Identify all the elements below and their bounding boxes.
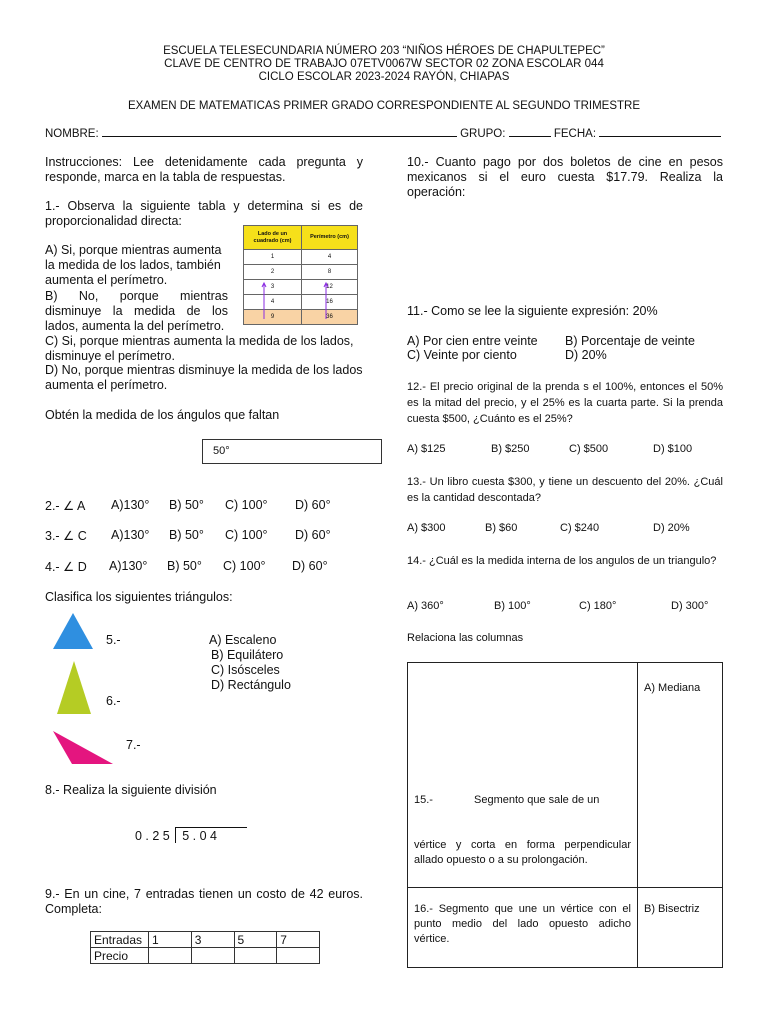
fecha-field[interactable] <box>599 126 721 137</box>
q2-option-a: A)130° <box>111 498 150 512</box>
q16-text: 16.- Segmento que une un vértice con el punto medio del lado opuesto adicho vértice. <box>414 903 631 945</box>
q3-option-b: B) 50° <box>169 528 204 542</box>
precio-cell[interactable] <box>277 948 320 964</box>
table-cell: 36 <box>302 310 358 325</box>
triangle-scalene-icon <box>52 730 114 766</box>
q1-option-c: C) Si, porque mientras aumenta la medida de los lados, disminuye el perímetro. <box>45 334 354 363</box>
q2-option-b: B) 50° <box>169 498 204 512</box>
table-cell: 16 <box>302 295 358 310</box>
q12-options <box>407 443 723 457</box>
q9-table <box>90 931 320 964</box>
table-cell: 4 <box>302 250 358 265</box>
q13-option-d: D) 20% <box>653 522 690 534</box>
angle-value: 50° <box>213 445 230 457</box>
relate-table <box>407 662 723 968</box>
q15-segment: Segmento que sale de un <box>474 794 600 806</box>
tri-option-c: C) Isósceles <box>211 663 280 677</box>
precio-cell[interactable] <box>234 948 277 964</box>
q14-option-b: B) 100° <box>494 600 531 612</box>
q11-text: 11.- Como se lee la siguiente expresión: 20% <box>407 304 658 318</box>
arrow-perimeter-icon <box>323 281 329 321</box>
table-cell: 9 <box>244 310 302 325</box>
q9-text: 9.- En un cine, 7 entradas tienen un costo de 42 euros. Completa: <box>45 887 363 916</box>
q12-option-a: A) $125 <box>407 443 446 455</box>
angle-figure-box <box>202 439 382 464</box>
nombre-label: NOMBRE: <box>45 128 99 140</box>
nombre-field[interactable] <box>102 126 457 137</box>
q15-number: 15.- <box>414 794 433 806</box>
q8-text: 8.- Realiza la siguiente división <box>45 783 217 797</box>
q11-options <box>407 334 723 364</box>
table-cell: 2 <box>244 265 302 280</box>
q3-label: 3.- ∠ C <box>45 529 87 543</box>
clave-line: CLAVE DE CENTRO DE TRABAJO 07ETV0067W SECTOR 02 ZONA ESCOLAR 044 <box>164 58 604 70</box>
col-perimeter-header: Perímetro (cm) <box>302 226 358 250</box>
student-info-row <box>45 126 725 140</box>
option-a-label: A) Mediana <box>644 682 701 694</box>
q11-option-a: A) Por cien entre veinte <box>407 334 538 348</box>
angles-intro: Obtén la medida de los ángulos que faltan <box>45 408 280 422</box>
q4-option-c: C) 100° <box>223 559 266 573</box>
q4-label: 4.- ∠ D <box>45 560 87 574</box>
triangle-options <box>209 633 291 693</box>
q1-option-a: A) Si, porque mientras aumenta la medida de los lados, también aumenta el perímetro. <box>45 243 222 287</box>
option-a-cell <box>638 663 723 888</box>
q12-option-d: D) $100 <box>653 443 693 455</box>
q5-label: 5.- <box>106 633 121 647</box>
col-side-header: Lado de un cuadrado (cm) <box>244 226 302 250</box>
q1-option-d: D) No, porque mientras disminuye la medida de los lados aumenta el perímetro. <box>45 363 363 392</box>
q10-text: 10.- Cuanto pago por dos boletos de cine en pesos mexicanos si el euro cuesta $17.79. Realiza la operación: <box>407 155 723 199</box>
arrow-side-icon <box>261 281 267 321</box>
q4-option-b: B) 50° <box>167 559 202 573</box>
table-cell: 3 <box>191 932 234 948</box>
q11-option-d: D) 20% <box>565 348 607 362</box>
division-dividend: 5 . 0 4 <box>175 827 247 843</box>
fecha-label: FECHA: <box>553 128 597 140</box>
table-cell: 8 <box>302 265 358 280</box>
q3-option-a: A)130° <box>111 528 150 542</box>
q15-rest: vértice y corta en forma perpendicular allado opuesto o a su prolongación. <box>414 839 631 866</box>
q2-label: 2.- ∠ A <box>45 499 86 513</box>
q14-text: 14.- ¿Cuál es la medida interna de los angulos de un triangulo? <box>407 555 717 567</box>
table-cell: 1 <box>149 932 192 948</box>
q13-option-c: C) $240 <box>560 522 600 534</box>
option-b-cell <box>638 888 723 968</box>
ciclo-line: CICLO ESCOLAR 2023-2024 RAYÓN, CHIAPAS <box>258 71 510 83</box>
q2-option-d: D) 60° <box>295 498 331 512</box>
q13-options <box>407 522 723 536</box>
q7-label: 7.- <box>126 738 141 752</box>
q4-option-d: D) 60° <box>292 559 328 573</box>
q4-option-a: A)130° <box>109 559 148 573</box>
q1-text: 1.- Observa la siguiente tabla y determina si es de proporcionalidad directa: <box>45 199 363 228</box>
table-cell: 3 <box>244 280 302 295</box>
tri-option-d: D) Rectángulo <box>211 678 291 692</box>
q11-option-c: C) Veinte por ciento <box>407 348 517 362</box>
precio-cell[interactable] <box>191 948 234 964</box>
table-cell: 1 <box>244 250 302 265</box>
table-cell: 12 <box>302 280 358 295</box>
triangle-equilateral-icon <box>52 612 94 650</box>
division-problem <box>135 827 247 843</box>
tri-option-b: B) Equilátero <box>211 648 284 662</box>
precio-label: Precio <box>91 948 149 964</box>
q2-row <box>45 498 363 514</box>
school-name: ESCUELA TELESECUNDARIA NÚMERO 203 “NIÑOS HÉROES DE CHAPULTEPEC” <box>163 45 605 57</box>
q14-options <box>407 600 723 614</box>
q3-option-c: C) 100° <box>225 528 268 542</box>
q14-option-d: D) 300° <box>671 600 709 612</box>
q13-option-a: A) $300 <box>407 522 446 534</box>
q1-option-b: B) No, porque mientras disminuye la medida de los lados, aumenta la del perímetro. <box>45 289 228 333</box>
grupo-field[interactable] <box>509 126 551 137</box>
q12-option-b: B) $250 <box>491 443 530 455</box>
q14-option-a: A) 360° <box>407 600 444 612</box>
precio-cell[interactable] <box>149 948 192 964</box>
q15-first-line <box>414 793 631 808</box>
q4-row <box>45 559 363 575</box>
table-cell: 7 <box>277 932 320 948</box>
entradas-label: Entradas <box>91 932 149 948</box>
q13-text: 13.- Un libro cuesta $300, y tiene un descuento del 20%. ¿Cuál es la cantidad descontada? <box>407 476 723 504</box>
triangle-isosceles-icon <box>56 660 92 715</box>
q16-cell <box>408 888 638 968</box>
classify-intro: Clasifica los siguientes triángulos: <box>45 590 233 604</box>
tri-option-a: A) Escaleno <box>209 633 277 647</box>
q11-option-b: B) Porcentaje de veinte <box>565 334 695 348</box>
q2-option-c: C) 100° <box>225 498 268 512</box>
q15-cell <box>408 663 638 888</box>
q6-label: 6.- <box>106 694 121 708</box>
table-cell: 5 <box>234 932 277 948</box>
division-divisor: 0 . 2 5 <box>135 829 170 843</box>
q12-text: 12.- El precio original de la prenda s el 100%, entonces el 50% es la mitad del precio, y el 25% es la cuarta parte. Si la prenda cuesta $500, ¿Cuánto es el 25%? <box>407 381 723 425</box>
q13-option-b: B) $60 <box>485 522 518 534</box>
grupo-label: GRUPO: <box>460 128 506 140</box>
perimeter-table-wrap <box>243 225 358 325</box>
q14-option-c: C) 180° <box>579 600 617 612</box>
exam-title: EXAMEN DE MATEMATICAS PRIMER GRADO CORRESPONDIENTE AL SEGUNDO TRIMESTRE <box>127 100 641 112</box>
q12-option-c: C) $500 <box>569 443 609 455</box>
option-b-label: B) Bisectriz <box>644 903 700 915</box>
q3-row <box>45 528 363 544</box>
instructions: Instrucciones: Lee detenidamente cada pregunta y responde, marca en la tabla de respuestas. <box>45 155 363 184</box>
q3-option-d: D) 60° <box>295 528 331 542</box>
table-cell: 4 <box>244 295 302 310</box>
relate-intro: Relaciona las columnas <box>407 632 524 644</box>
